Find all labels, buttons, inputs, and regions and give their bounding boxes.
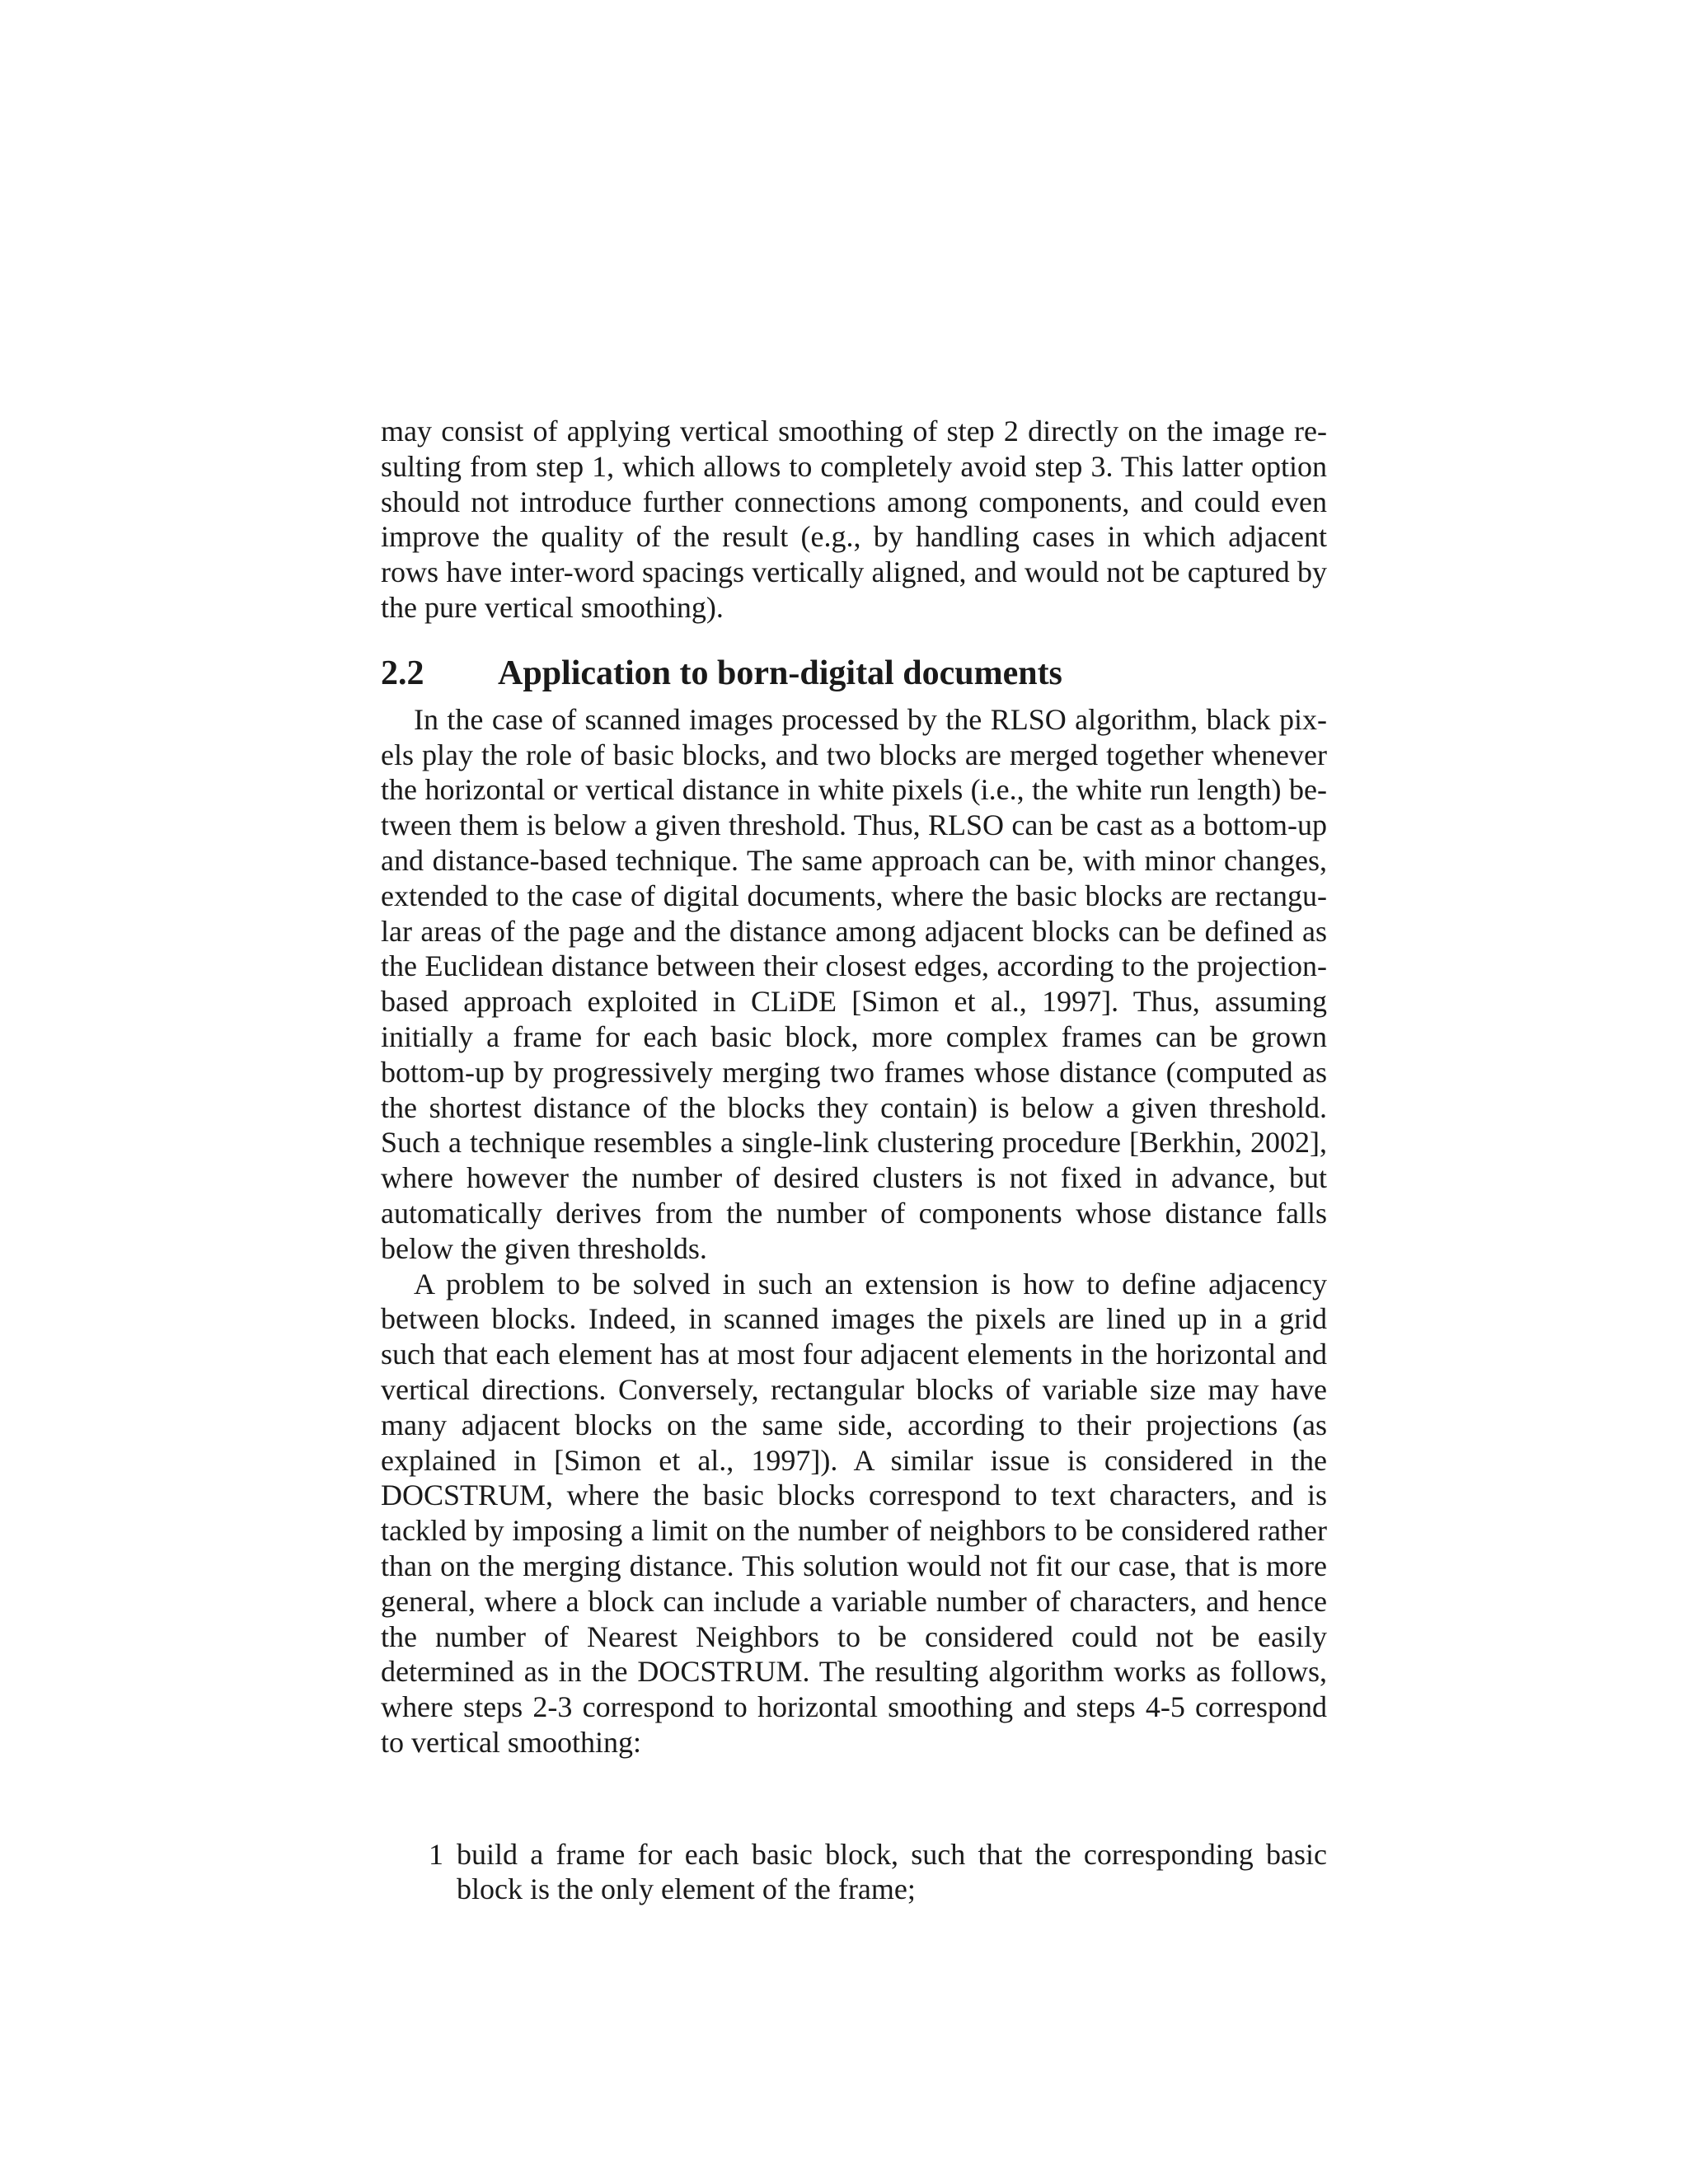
algorithm-step-number: [381, 1837, 457, 1908]
section-heading: [381, 653, 1327, 694]
step-number-label: 1: [429, 1837, 443, 1871]
algorithm-step: [381, 1837, 1327, 1908]
algorithm-step-text: build a frame for each basic block, such that the corresponding basic block is the only element of the frame;: [457, 1837, 1327, 1906]
section-number: 2.2: [381, 654, 424, 692]
body-paragraph-2: A problem to be solved in such an extension is how to define adjacency between blocks. Indeed, in scanned images the pixels are lined up in a grid such that each element has at most four adjacent elements in the horizontal and vertical directions. Conversely, rectangular blocks of variable size may have many adjacent blocks on the same side, according to their projections (as explained in [Simon et al., 1997]). A similar issue is considered in the DOCSTRUM, where the basic blocks correspond to text characters, and is tackled by imposing a limit on the number of neighbors to be considered rather than on the merging distance. This solution would not fit our case, that is more general, where a block can include a variable number of characters, and hence the number of Nearest Neighbors to be considered could not be easily determined as in the DOCSTRUM. The resulting algorithm works as follows, where steps 2-3 correspond to horizontal smoothing and steps 4-5 correspond to vertical smoothing:: [381, 1267, 1327, 1759]
body-paragraph-1: In the case of scanned images processed by the RLSO algorithm, black pixels play the role of basic blocks, and two blocks are merged together whenever the horizontal or vertical distance in white pixels (i.e., the white run length) between them is below a given threshold. Thus, RLSO can be cast as a bottom-up and distance-based technique. The same approach can be, with minor changes, extended to the case of digital documents, where the basic blocks are rectangular areas of the page and the distance among adjacent blocks can be defined as the Euclidean distance between their closest edges, according to the projection-based approach exploited in CLiDE [Simon et al., 1997]. Thus, assuming initially a frame for each basic block, more complex frames can be grown bottom-up by progressively merging two frames whose distance (computed as the shortest distance of the blocks they contain) is below a given threshold. Such a technique resembles a single-link clustering procedure [Berkhin, 2002], where however the number of desired clusters is not fixed in advance, but automatically derives from the number of components whose distance falls below the given thresholds.: [381, 702, 1327, 1265]
page-content: [381, 414, 1327, 1907]
continuation-paragraph: may consist of applying vertical smoothing of step 2 directly on the image resulting from step 1, which allows to completely avoid step 3. This latter option should not introduce further connections among components, and could even improve the quality of the result (e.g., by handling cases in which adjacent rows have inter-word spacings vertically aligned, and would not be captured by the pure vertical smoothing).: [381, 415, 1327, 624]
algorithm-steps: [381, 1837, 1327, 1908]
section-title: Application to born-digital documents: [498, 654, 1062, 692]
